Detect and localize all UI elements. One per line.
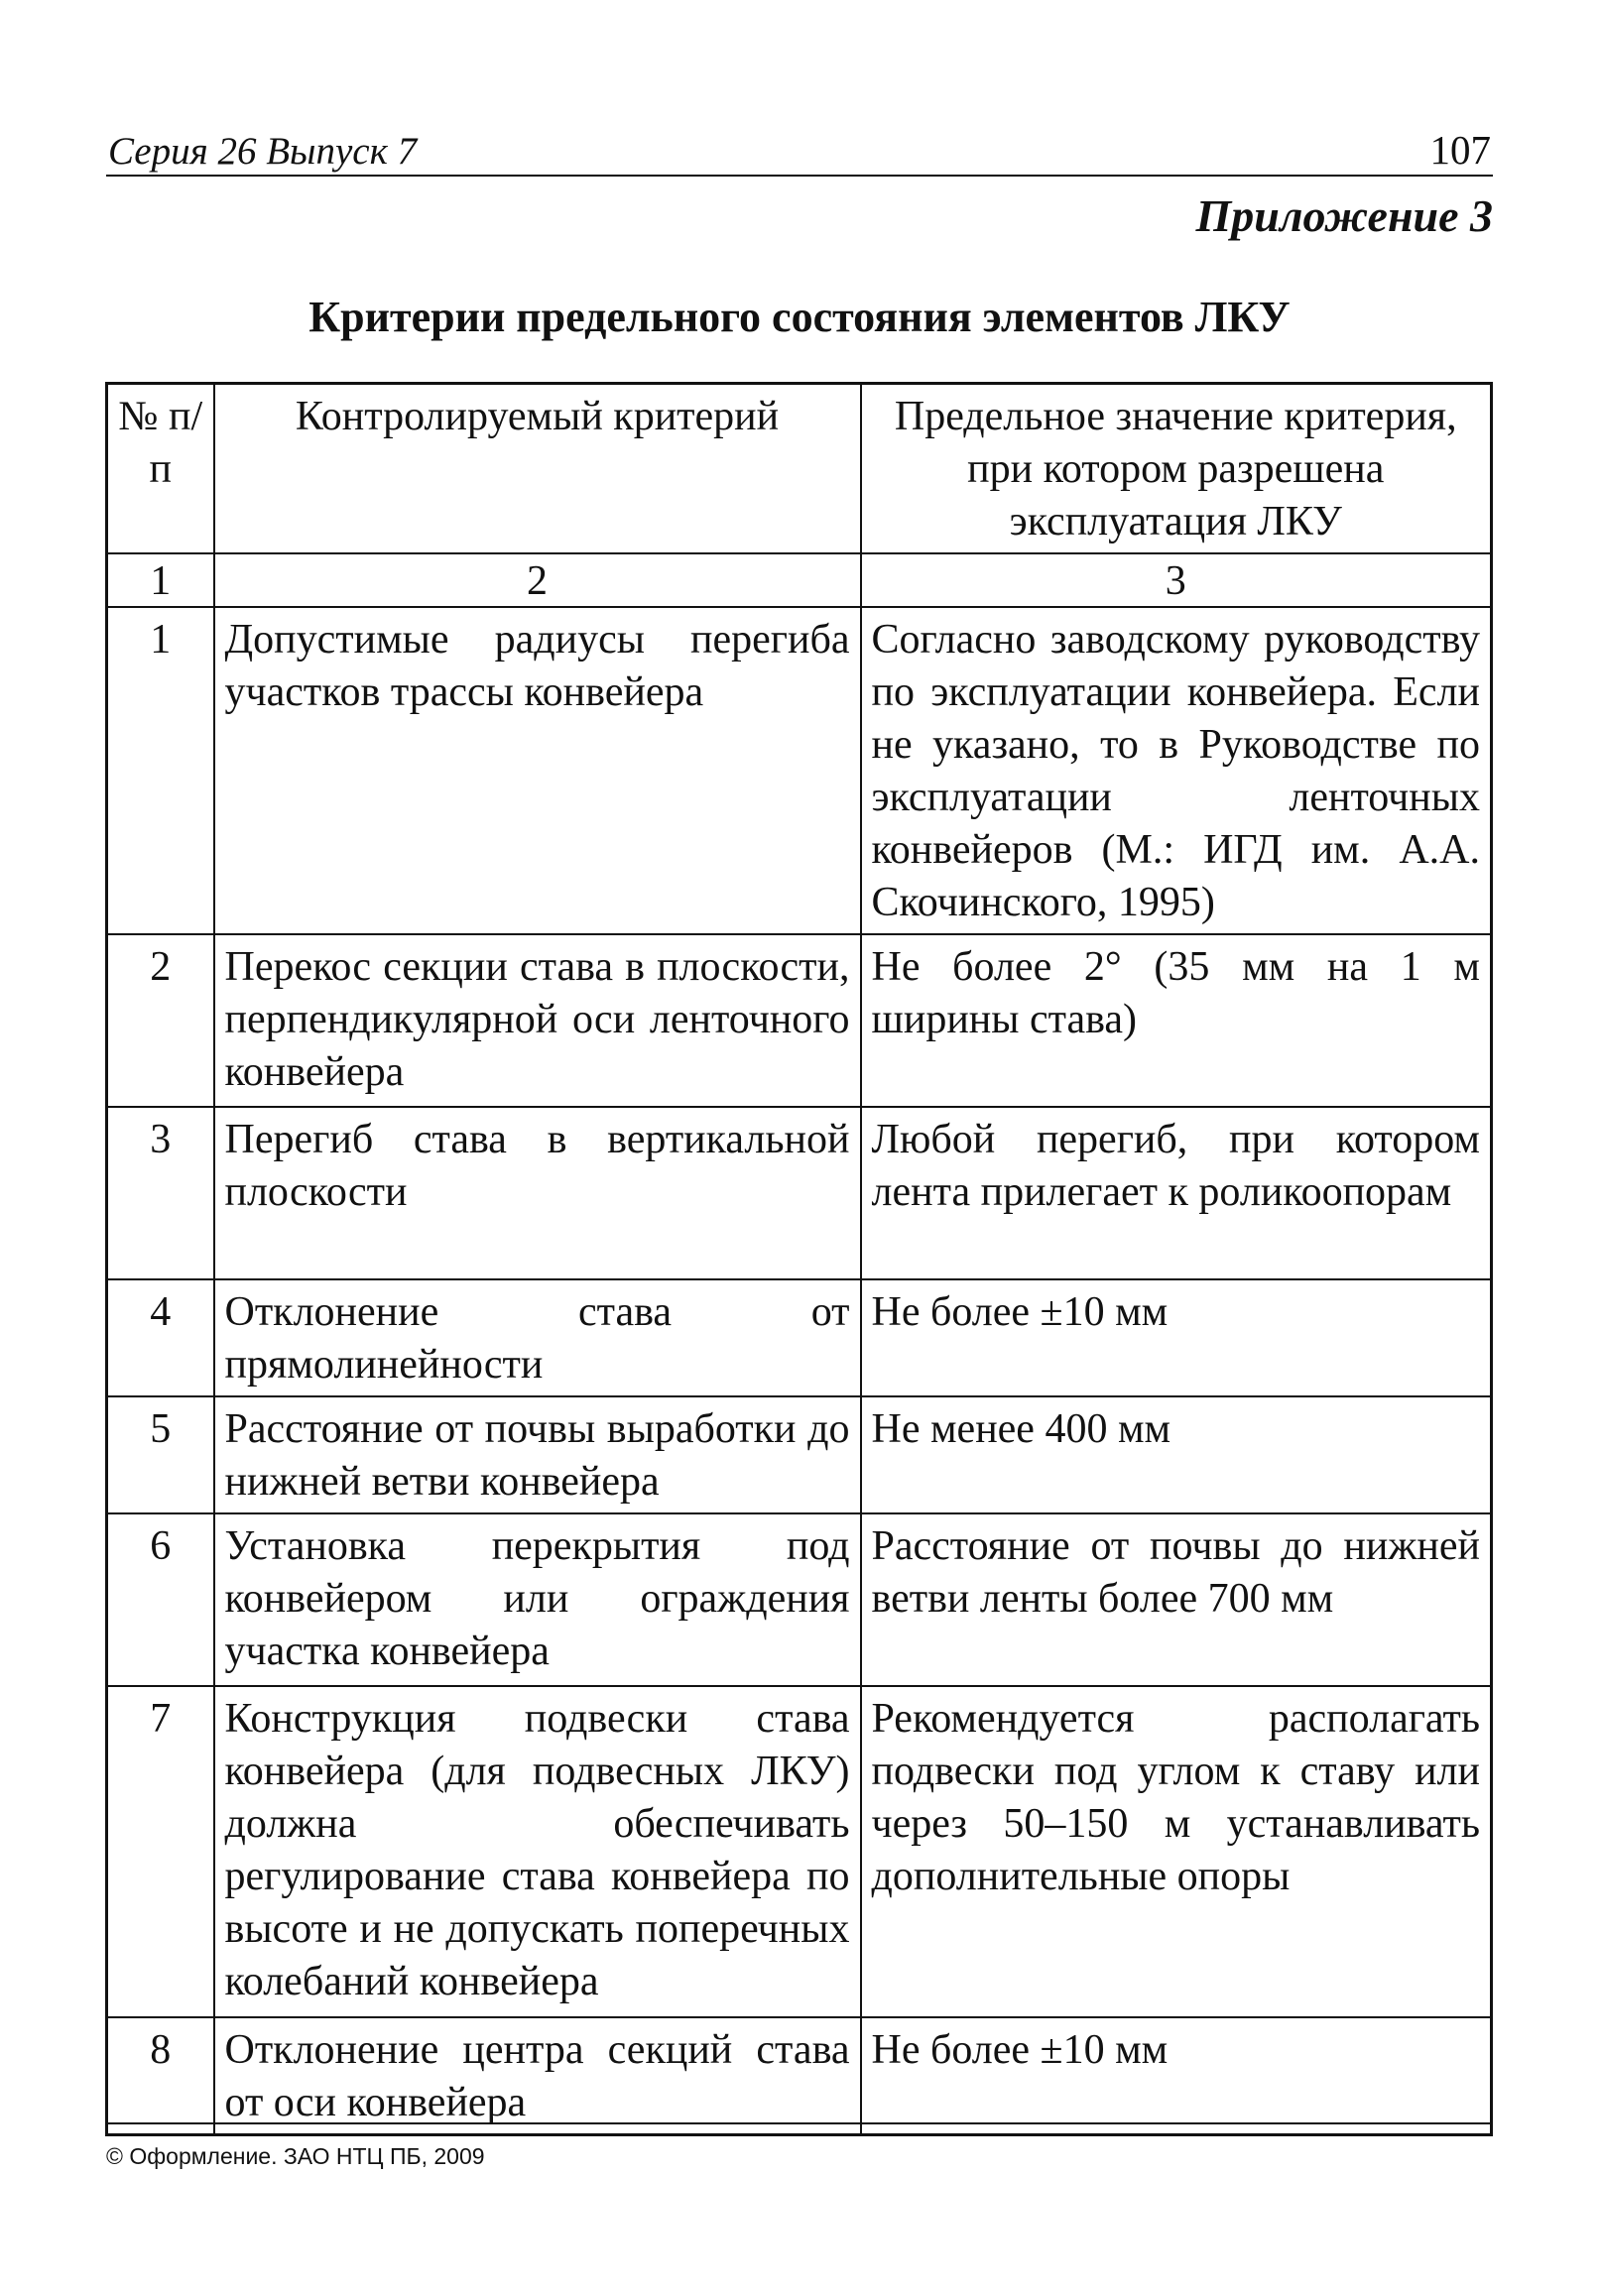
row-number: 7 (107, 1686, 214, 2017)
column-index: 2 (214, 553, 861, 607)
table-row (107, 934, 1492, 1107)
header-limit: Предельное значение критерия, при котором разрешена эксплуатация ЛКУ (861, 384, 1492, 554)
row-criterion: Конструкция подвески става конвейера (для подвесных ЛКУ) должна обеспечивать регулирование става конвейера по высоте и не допускать поперечных колебаний конвейера (214, 1686, 861, 2017)
series-label: Серия 26 Выпуск 7 (108, 130, 418, 173)
table-header-row (107, 384, 1492, 554)
table-row (107, 1279, 1492, 1396)
row-criterion: Отклонение центра секций става от оси конвейера (214, 2017, 861, 2135)
row-number: 6 (107, 1513, 214, 1686)
row-limit: Не более 2° (35 мм на 1 м ширины става) (861, 934, 1492, 1107)
row-criterion: Перекос секции става в плоскости, перпендикулярной оси ленточного конвейера (214, 934, 861, 1107)
table-row (107, 1513, 1492, 1686)
column-index-row (107, 553, 1492, 607)
row-number: 8 (107, 2017, 214, 2135)
table-row (107, 2017, 1492, 2135)
row-limit: Не менее 400 мм (861, 1396, 1492, 1513)
row-limit: Рекомендуется располагать подвески под углом к ставу или через 50–150 м устанавливать дополнительные опоры (861, 1686, 1492, 2017)
row-limit: Согласно заводскому руководству по эксплуатации конвейера. Если не указано, то в Руководстве по эксплуатации ленточных конвейеров (М.: ИГД им. А.А. Скочинского, 1995) (861, 607, 1492, 934)
row-criterion: Расстояние от почвы выработки до нижней ветви конвейера (214, 1396, 861, 1513)
running-header (106, 119, 1493, 177)
row-number: 2 (107, 934, 214, 1107)
column-index: 1 (107, 553, 214, 607)
copyright-footer: © Оформление. ЗАО НТЦ ПБ, 2009 (106, 2143, 485, 2169)
table-row (107, 607, 1492, 934)
table-row (107, 1686, 1492, 2017)
row-number: 1 (107, 607, 214, 934)
row-criterion: Установка перекрытия под конвейером или ограждения участка конвейера (214, 1513, 861, 1686)
criteria-table (105, 382, 1493, 2136)
table-row (107, 1396, 1492, 1513)
appendix-label: Приложение 3 (1195, 190, 1493, 241)
header-num: № п/п (107, 384, 214, 554)
page-title: Критерии предельного состояния элементов ЛКУ (308, 293, 1291, 341)
row-number: 4 (107, 1279, 214, 1396)
row-limit: Не более ±10 мм (861, 1279, 1492, 1396)
row-limit: Не более ±10 мм (861, 2017, 1492, 2135)
row-limit: Любой перегиб, при котором лента прилегает к роликоопорам (861, 1107, 1492, 1279)
table-row (107, 1107, 1492, 1279)
row-number: 5 (107, 1396, 214, 1513)
row-criterion: Перегиб става в вертикальной плоскости (214, 1107, 861, 1279)
row-limit: Расстояние от почвы до нижней ветви ленты более 700 мм (861, 1513, 1492, 1686)
page-number: 107 (1429, 127, 1491, 173)
row-criterion: Отклонение става от прямолинейности (214, 1279, 861, 1396)
row-criterion: Допустимые радиусы перегиба участков трассы конвейера (214, 607, 861, 934)
column-index: 3 (861, 553, 1492, 607)
footer-divider (106, 2122, 1493, 2124)
row-number: 3 (107, 1107, 214, 1279)
header-criterion: Контролируемый критерий (214, 384, 861, 554)
